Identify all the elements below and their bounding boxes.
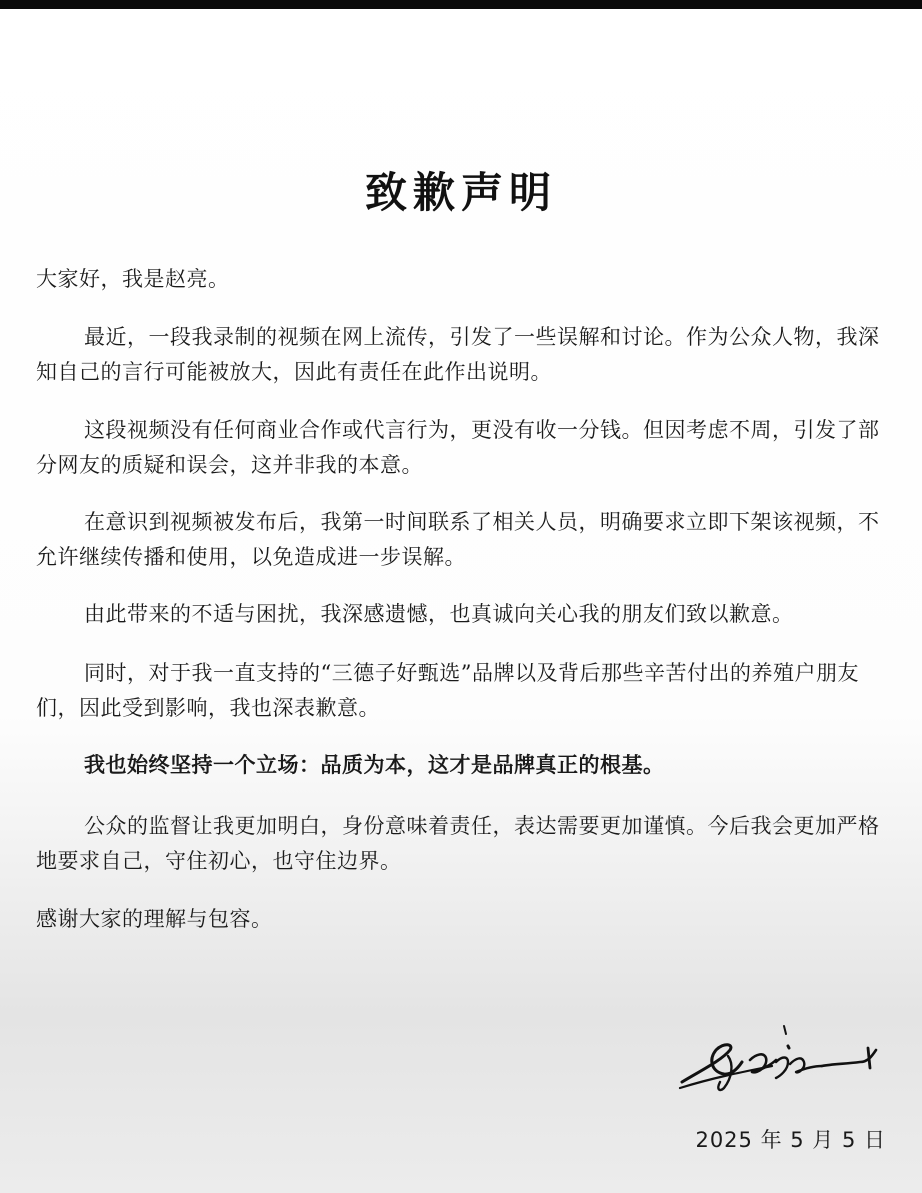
closing-line: 感谢大家的理解与包容。	[36, 907, 273, 931]
paragraph-1: 最近，一段我录制的视频在网上流传，引发了一些误解和讨论。作为公众人物，我深知自己的言行可能被放大，因此有责任在此作出说明。	[36, 325, 880, 384]
top-bar	[0, 0, 922, 9]
signature-date: 2025 年 5 月 5 日	[695, 1128, 886, 1152]
document-title: 致歉声明	[364, 168, 557, 217]
paragraph-4: 由此带来的不适与困扰，我深感遗憾，也真诚向关心我的朋友们致以歉意。	[84, 602, 794, 626]
paragraph-5: 同时，对于我一直支持的“三德子好甄选”品牌以及背后那些辛苦付出的养殖户朋友们，因此受到影响，我也深表歉意。	[36, 661, 859, 720]
paragraph-2: 这段视频没有任何商业合作或代言行为，更没有收一分钱。但因考虑不周，引发了部分网友的质疑和误会，这并非我的本意。	[36, 418, 880, 477]
handwritten-signature	[672, 1020, 892, 1100]
greeting: 大家好，我是赵亮。	[36, 267, 230, 291]
paragraph-3: 在意识到视频被发布后，我第一时间联系了相关人员，明确要求立即下架该视频，不允许继续传播和使用，以免造成进一步误解。	[36, 510, 880, 569]
paragraph-7: 公众的监督让我更加明白，身份意味着责任，表达需要更加谨慎。今后我会更加严格地要求自己，守住初心，也守住边界。	[36, 814, 880, 873]
paragraph-6-emphasis: 我也始终坚持一个立场：品质为本，这才是品牌真正的根基。	[84, 753, 665, 777]
